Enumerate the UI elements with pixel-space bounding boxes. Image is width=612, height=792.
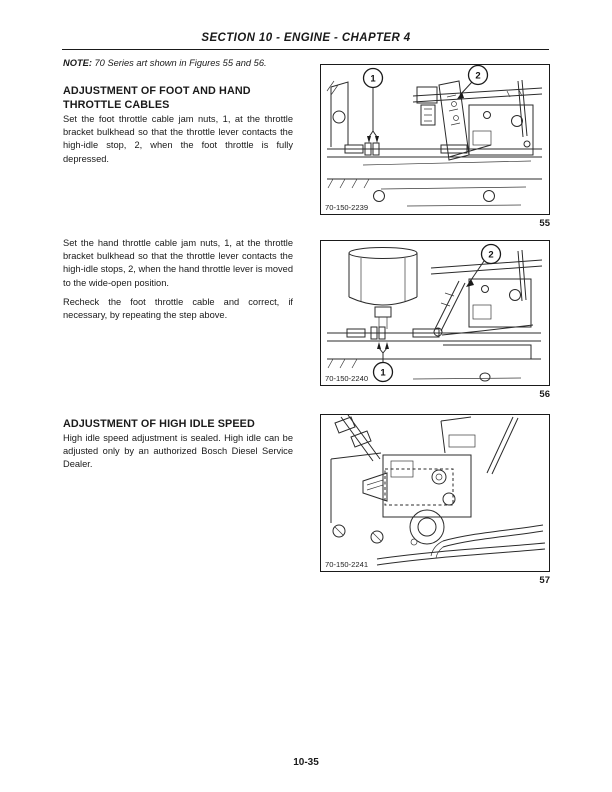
page-number: 10-35	[293, 757, 319, 768]
note-label: NOTE:	[63, 58, 92, 68]
paragraph-hand-throttle: Set the hand throttle cable jam nuts, 1, at the throttle bracket bulkhead so that the throttle lever contacts the high-idle stops, 2, when the hand throttle lever is moved to the wide-open position.	[63, 238, 293, 288]
figure-55-photo-id: 70-150-2239	[325, 203, 369, 212]
figure-56-callout-2: 2	[488, 249, 494, 261]
paragraph-foot-throttle: Set the foot throttle cable jam nuts, 1, at the throttle bracket bulkhead so that the throttle lever contacts the high-idle stop, 2, when the foot throttle is fully depressed.	[63, 114, 293, 164]
figure-56-photo-id: 70-150-2240	[325, 374, 369, 383]
figure-56-illustration	[321, 241, 548, 385]
figure-57-frame	[320, 414, 550, 572]
note-line	[63, 57, 303, 70]
paragraph-high-idle: High idle speed adjustment is sealed. High idle can be adjusted only by an authorized Bosch Diesel Service Dealer.	[63, 433, 293, 470]
figure-55-illustration	[321, 65, 548, 214]
section-heading-throttle-cables: ADJUSTMENT OF FOOT AND HAND THROTTLE CABLES	[63, 85, 251, 111]
figure-56-callout-1: 1	[380, 367, 386, 379]
figure-57-photo-id: 70-150-2241	[325, 560, 369, 569]
figure-55	[320, 64, 550, 229]
figure-56	[320, 240, 550, 400]
figure-56-frame	[320, 240, 550, 386]
figure-57	[320, 414, 550, 586]
figure-57-illustration	[321, 415, 548, 571]
page-header: SECTION 10 - ENGINE - CHAPTER 4	[201, 32, 411, 44]
figure-57-number: 57	[539, 575, 550, 586]
section-heading-high-idle: ADJUSTMENT OF HIGH IDLE SPEED	[63, 418, 255, 430]
figure-56-number: 56	[539, 389, 550, 400]
header-rule	[62, 49, 549, 50]
figure-55-callout-2: 2	[475, 70, 481, 82]
note-text: 70 Series art shown in Figures 55 and 56.	[94, 58, 267, 68]
figure-55-frame	[320, 64, 550, 215]
figure-55-callout-1: 1	[370, 73, 376, 85]
paragraph-recheck: Recheck the foot throttle cable and correct, if necessary, by repeating the step above.	[63, 297, 293, 321]
figure-55-number: 55	[539, 218, 550, 229]
